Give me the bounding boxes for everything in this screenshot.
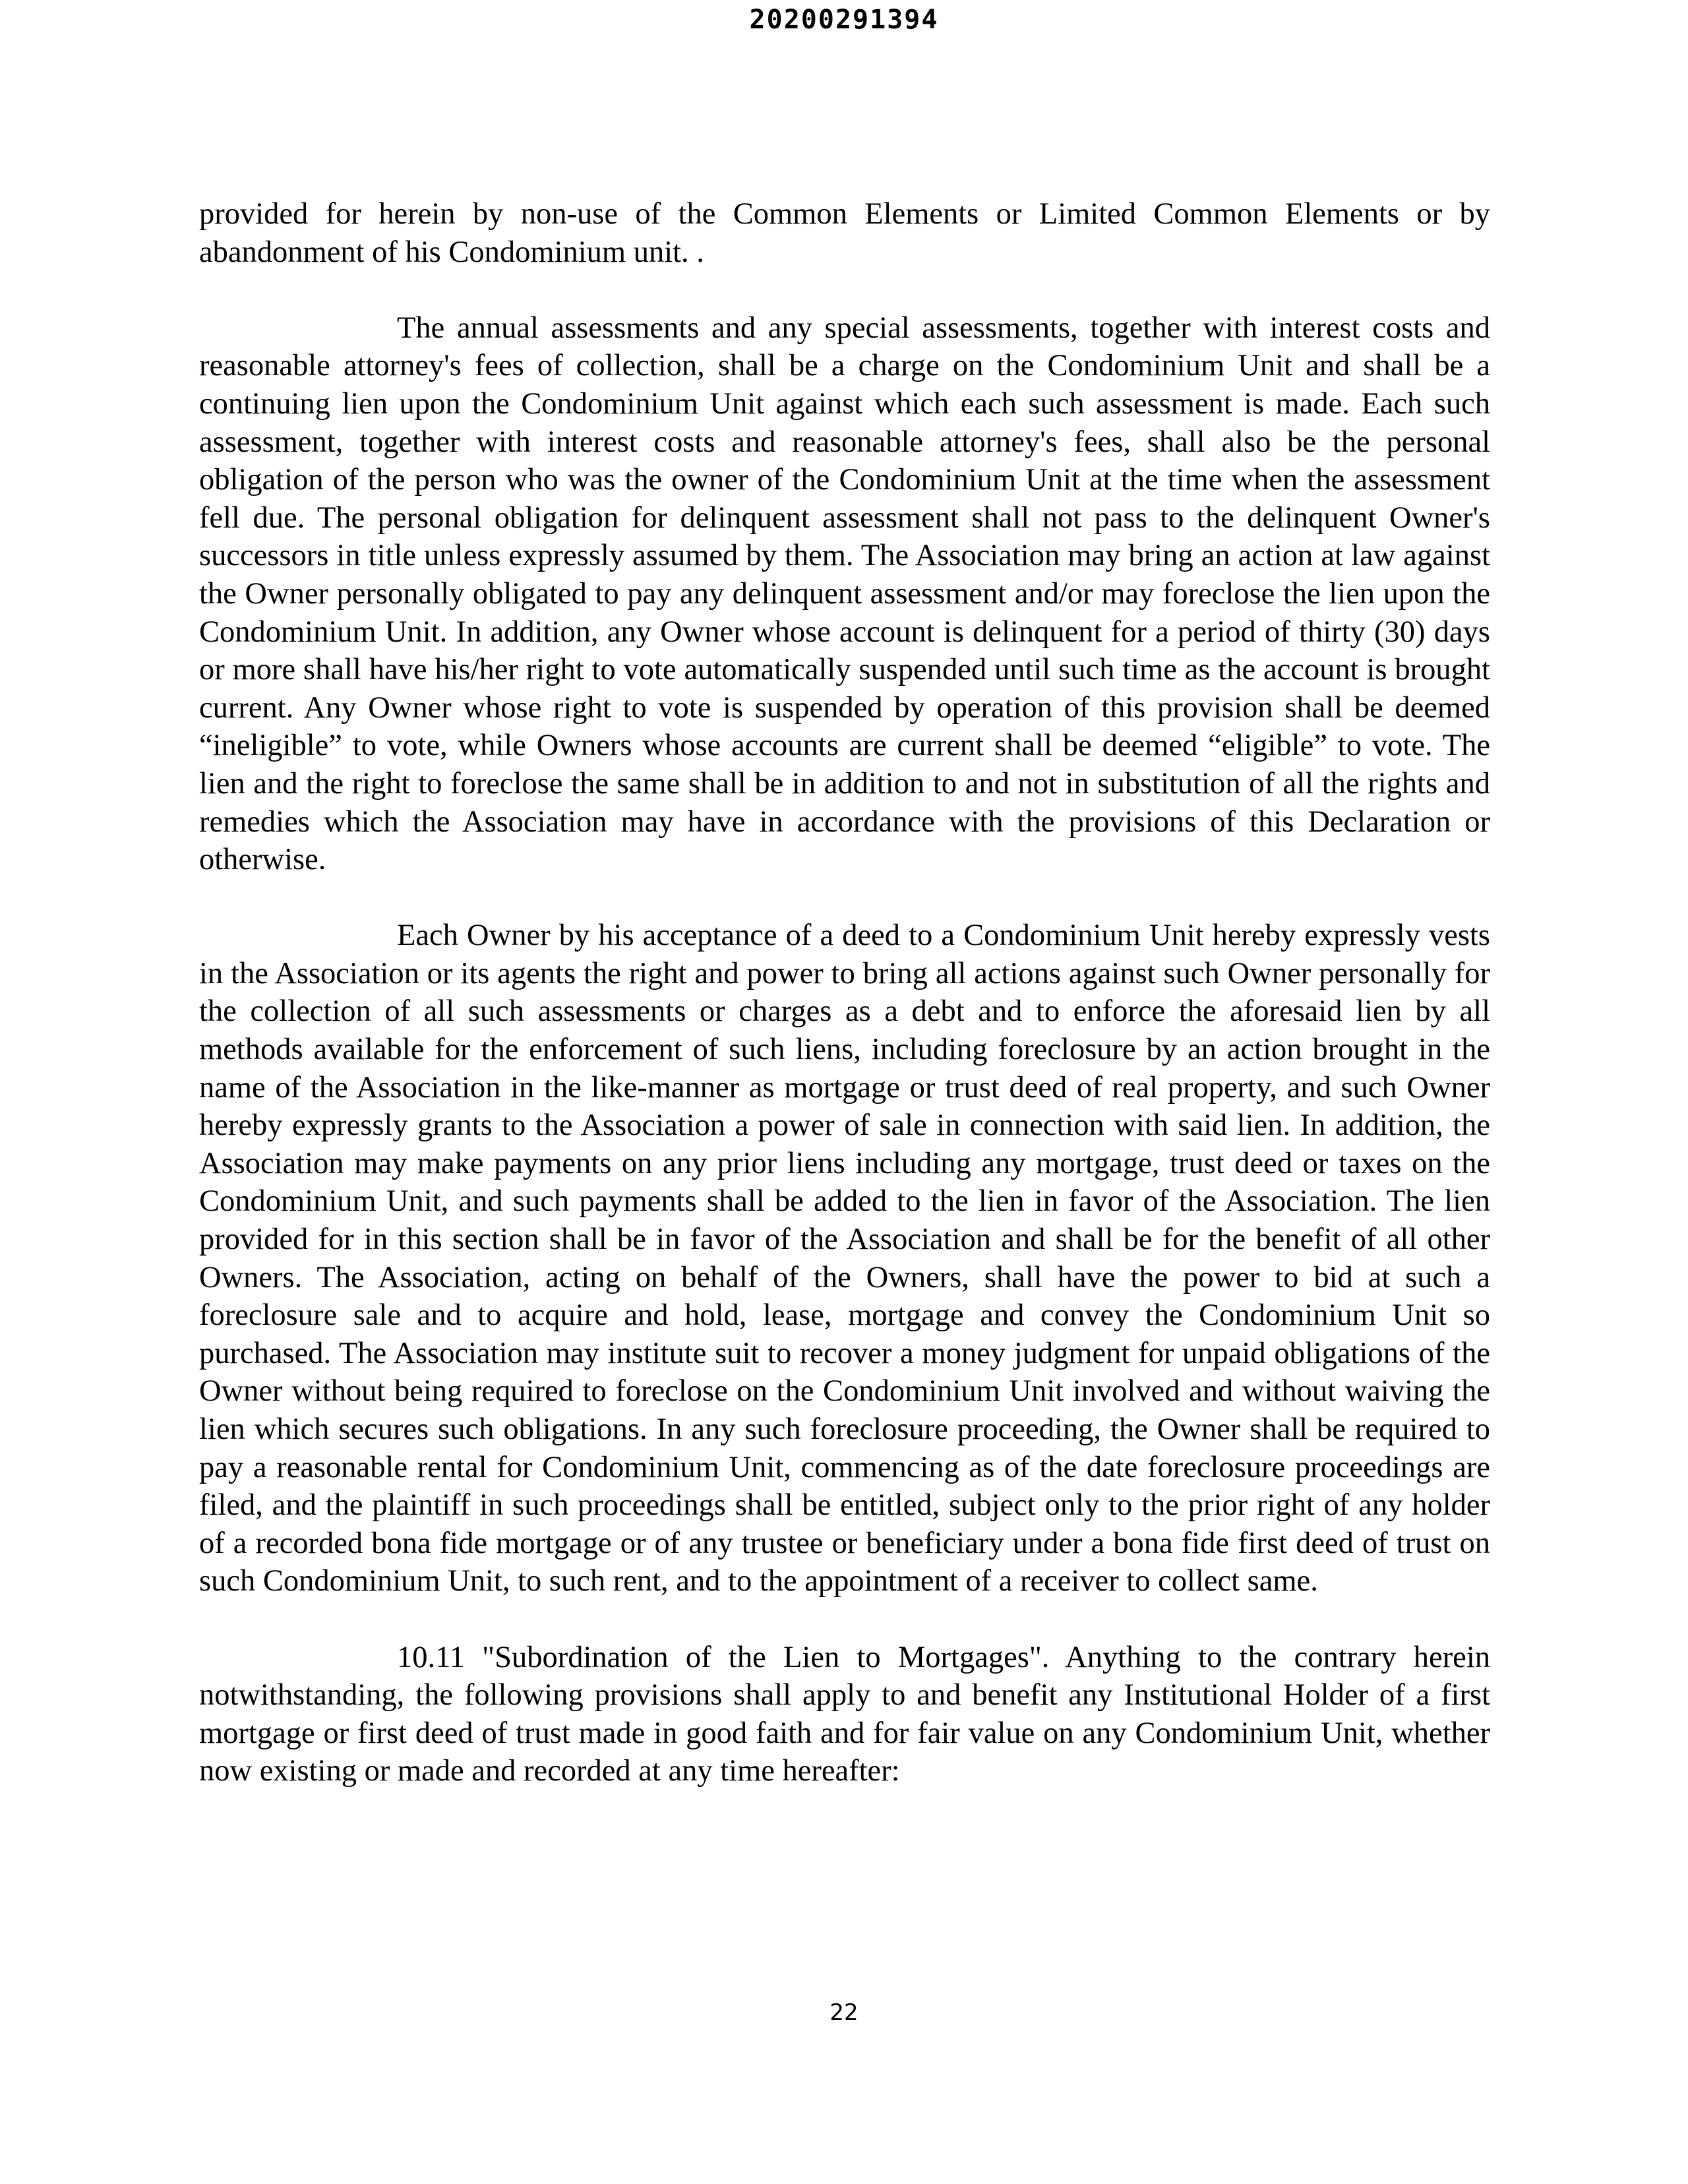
paragraph-owner-acceptance: Each Owner by his acceptance of a deed to a Condominium Unit hereby expressly vests in the Association or its agents the right and power to bring all actions against such Owner personally for the collection of all such assessments or charges as a debt and to enforce the aforesaid lien by all methods available for the enforcement of such liens, including foreclosure by an action brought in the name of the Association in the like-manner as mortgage or trust deed of real property, and such Owner hereby expressly grants to the Association a power of sale in connection with said lien. In addition, the Association may make payments on any prior liens including any mortgage, trust deed or taxes on the Condominium Unit, and such payments shall be added to the lien in favor of the Association. The lien provided for in this section shall be in favor of the Association and shall be for the benefit of all other Owners. The Association, acting on behalf of the Owners, shall have the power to bid at such a foreclosure sale and to acquire and hold, lease, mortgage and convey the Condominium Unit so purchased. The Association may institute suit to recover a money judgment for unpaid obligations of the Owner without being required to foreclose on the Condominium Unit involved and without waiving the lien which secures such obligations. In any such foreclosure proceeding, the Owner shall be required to pay a reasonable rental for Condominium Unit, commencing as of the date foreclosure proceedings are filed, and the plaintiff in such proceedings shall be entitled, subject only to the prior right of any holder of a recorded bona fide mortgage or of any trustee or beneficiary under a bona fide first deed of trust on such Condominium Unit, to such rent, and to the appointment of a receiver to collect same. xyxy=(199,919,1490,1598)
paragraph-assessments-lien: The annual assessments and any special assessments, together with interest costs and reasonable attorney's fees of collection, shall be a charge on the Condominium Unit and shall be a continuing lien upon the Condominium Unit against which each such assessment is made. Each such assessment, together with interest costs and reasonable attorney's fees, shall also be the personal obligation of the person who was the owner of the Condominium Unit at the time when the assessment fell due. The personal obligation for delinquent assessment shall not pass to the delinquent Owner's successors in title unless expressly assumed by them. The Association may bring an action at law against the Owner personally obligated to pay any delinquent assessment and/or may foreclose the lien upon the Condominium Unit. In addition, any Owner whose account is delinquent for a period of thirty (30) days or more shall have his/her right to vote automatically suspended until such time as the account is brought current. Any Owner whose right to vote is suspended by operation of this provision shall be deemed “ineligible” to vote, while Owners whose accounts are current shall be deemed “eligible” to vote. The lien and the right to foreclose the same shall be in addition to and not in substitution of all the rights and remedies which the Association may have in accordance with the provisions of this Declaration or otherwise. xyxy=(199,311,1490,877)
document-number: 20200291394 xyxy=(749,5,939,35)
document-body xyxy=(199,195,1490,1829)
paragraph-continuation: provided for herein by non-use of the Common Elements or Limited Common Elements or by abandonment of his Condominium unit. . xyxy=(199,197,1490,269)
page-number: 22 xyxy=(829,1999,859,2026)
paragraph-section-10-11: 10.11 "Subordination of the Lien to Mortgages". Anything to the contrary herein notwithstanding, the following provisions shall apply to and benefit any Institutional Holder of a first mortgage or first deed of trust made in good faith and for fair value on any Condominium Unit, whether now existing or made and recorded at any time hereafter: xyxy=(199,1640,1490,1788)
